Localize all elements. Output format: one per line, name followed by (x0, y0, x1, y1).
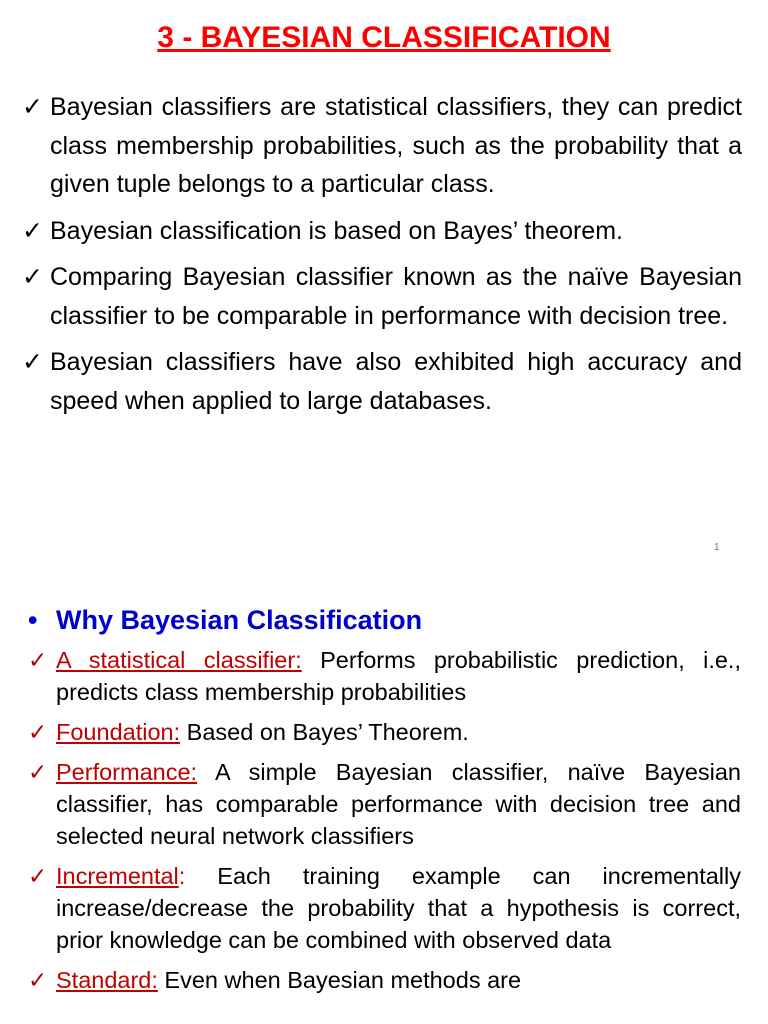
term-label: Foundation: (56, 719, 181, 745)
term-label: Standard: (56, 967, 158, 993)
list-item-text: Comparing Bayesian classifier known as the naïve Bayesian classifier to be comparable in performance with decision tree. (50, 263, 742, 330)
list-item (28, 964, 741, 996)
slide-title: 3 - BAYESIAN CLASSIFICATION (157, 21, 611, 54)
check-icon: ✓ (28, 863, 48, 889)
list-item (22, 258, 742, 335)
list-item-text: Bayesian classification is based on Bayes’ theorem. (50, 216, 623, 245)
term-description: Performs probabilistic prediction, i.e., predicts class membership probabilities (56, 647, 741, 705)
term-description: Based on Bayes’ Theorem. (180, 719, 469, 745)
list-item-text: Bayesian classifiers have also exhibited high accuracy and speed when applied to large databases. (50, 348, 742, 415)
list-item (22, 212, 742, 251)
term-label: Performance: (56, 759, 198, 785)
term-label: Incremental (56, 863, 179, 889)
term-label: A statistical classifier: (56, 647, 302, 673)
bullet-list (22, 88, 742, 428)
list-item (28, 860, 741, 956)
list-item (22, 88, 742, 204)
check-icon: ✓ (22, 348, 43, 376)
list-item (22, 343, 742, 420)
list-item (28, 644, 741, 708)
check-icon: ✓ (22, 263, 43, 291)
term-description: Even when Bayesian methods are (157, 967, 522, 993)
list-item (28, 756, 741, 852)
check-icon: ✓ (28, 719, 48, 745)
reason-list (28, 644, 741, 1004)
check-icon: ✓ (22, 216, 43, 245)
section-heading-text: Why Bayesian Classification (56, 605, 423, 635)
check-icon: ✓ (28, 759, 48, 785)
term-description: Each training example can incrementally increase/decrease the probability that a hypothesis is correct, prior knowledge can be combined with observed data (56, 863, 741, 953)
bullet-icon: • (28, 605, 38, 635)
list-item-text: Bayesian classifiers are statistical classifiers, they can predict class membership probabilities, such as the probability that a given tuple belongs to a particular class. (50, 93, 742, 198)
term-description: A simple Bayesian classifier, naïve Bayesian classifier, has comparable performance with decision tree and selected neural network classifiers (56, 759, 741, 849)
page-number: 1 (714, 542, 720, 553)
section-heading (28, 600, 422, 640)
check-icon: ✓ (28, 967, 48, 993)
term-colon: : (178, 863, 186, 889)
check-icon: ✓ (28, 647, 48, 673)
slide-2 (0, 580, 768, 1024)
check-icon: ✓ (22, 93, 43, 121)
list-item (28, 716, 741, 748)
